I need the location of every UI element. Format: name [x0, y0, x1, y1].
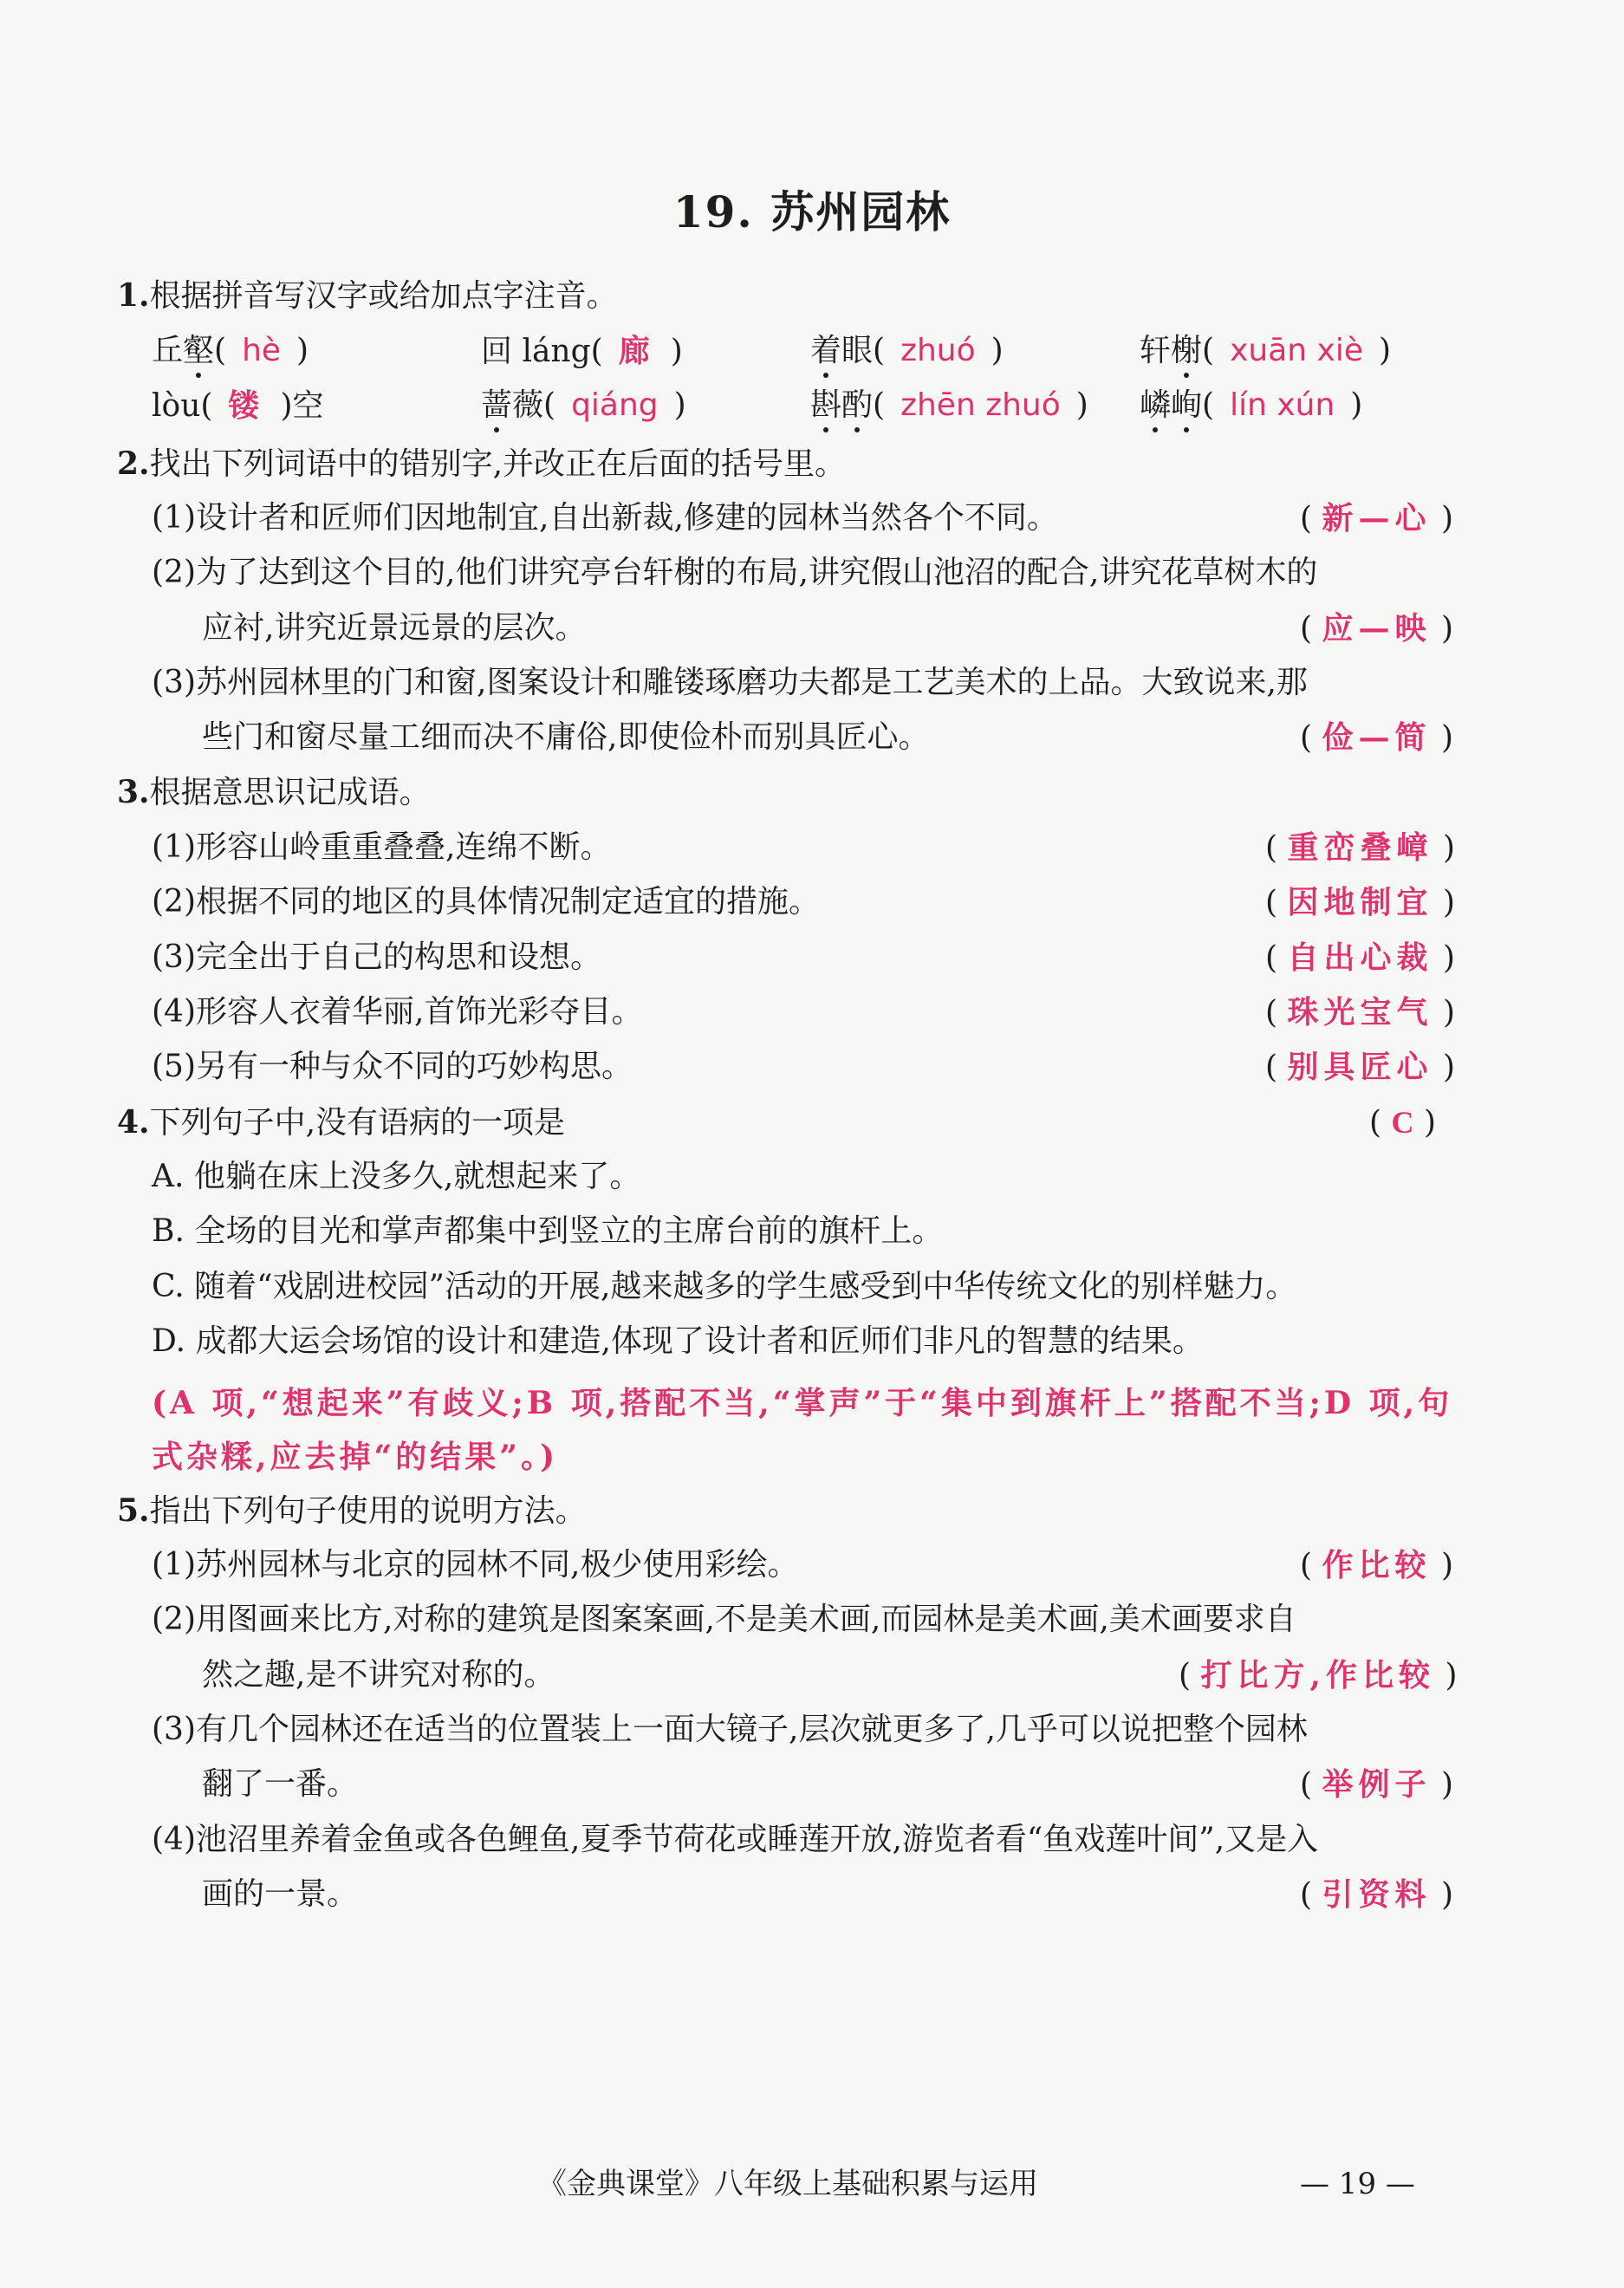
q3-item-2: (2)根据不同的地区的具体情况制定适宜的措施。 [152, 884, 820, 920]
q5-item-2-line-1: (2)用图画来比方,对称的建筑是图案案画,不是美术画,而园林是美术画,美术画要求自 [152, 1602, 1296, 1637]
q3-prompt: 根据意思识记成语。 [149, 775, 431, 810]
q1-cell-close: ) [1075, 387, 1088, 423]
q1-cell-text: ( [1202, 333, 1215, 368]
q1-cell-text: ( [873, 387, 886, 423]
q3-item-2-answer-box: ( 因地制宜 ) [1265, 884, 1456, 920]
q1-number: 1. [117, 277, 150, 314]
q1-cell-text: ( [214, 333, 227, 368]
q5-item-3-line-2: 翻了一番。 [202, 1766, 359, 1802]
q1-dotted-char: 着 [810, 331, 841, 371]
footer-section: 基础积累与运用 [832, 2167, 1038, 2201]
q1-row1-cell-4 [1140, 331, 1391, 371]
q1-cell-close: ) [1350, 387, 1363, 423]
q4-heading [117, 1102, 565, 1143]
q1-dotted-char: 酌 [841, 386, 873, 426]
q2-prompt: 找出下列词语中的错别字,并改正在后面的括号里。 [149, 446, 847, 482]
q3-item-1-answer-box: ( 重峦叠嶂 ) [1265, 829, 1456, 866]
q1-cell-close: )空 [280, 388, 324, 424]
q2-item-3-answer: 俭—简 [1322, 719, 1432, 756]
q1-answer: qiáng [571, 387, 659, 423]
q1-cell-text: 眼( [841, 333, 886, 368]
q4-option-a: A. 他躺在床上没多久,就想起来了。 [152, 1159, 641, 1194]
q3-item-4-answer: 珠光宝气 [1287, 994, 1433, 1030]
q1-row1-cell-2 [481, 331, 683, 372]
q5-heading [117, 1491, 587, 1531]
q1-cell-close: ) [991, 333, 1004, 368]
q1-answer: lín xún [1230, 387, 1335, 423]
q5-item-4-line-1: (4)池沼里养着金鱼或各色鲤鱼,夏季节荷花或睡莲开放,游览者看“鱼戏莲叶间”,又是入 [152, 1822, 1319, 1857]
q3-item-1: (1)形容山岭重重叠叠,连绵不断。 [152, 829, 612, 865]
q5-item-2-line-2: 然之趣,是不讲究对称的。 [202, 1657, 555, 1693]
q5-item-3-answer-box: ( 举例子 ) [1300, 1766, 1454, 1803]
q1-cell-prefix: 丘 [152, 333, 184, 368]
q1-dotted-chars [1140, 387, 1202, 423]
q1-heading [117, 276, 618, 316]
q3-item-5: (5)另有一种与众不同的巧妙构思。 [152, 1049, 633, 1084]
q1-dotted-char: 壑 [183, 331, 214, 371]
q1-cell-prefix: 回 láng( [481, 334, 603, 369]
q5-item-2-answer-box: ( 打比方,作比较 ) [1179, 1657, 1458, 1693]
q3-item-5-answer: 别具匠心 [1287, 1049, 1433, 1085]
q1-row1-cell-3 [810, 331, 1004, 371]
q4-answer: C [1391, 1105, 1414, 1140]
q2-item-2-answer-box: ( 应—映 ) [1300, 610, 1454, 647]
q1-cell-close: ) [670, 334, 683, 369]
q2-item-1-answer-box: ( 新—心 ) [1300, 500, 1454, 536]
q3-item-3: (3)完全出于自己的构思和设想。 [152, 939, 601, 975]
q1-answer: hè [242, 333, 282, 368]
q5-item-3-line-1: (3)有几个园林还在适当的位置装上一面大镜子,层次就更多了,几乎可以说把整个园林 [152, 1712, 1308, 1747]
q2-number: 2. [117, 445, 150, 482]
q3-item-1-answer: 重峦叠嶂 [1287, 829, 1433, 866]
q1-dotted-chars [810, 333, 841, 368]
q2-heading [117, 444, 846, 484]
q3-number: 3. [117, 774, 150, 810]
q1-cell-close: ) [673, 387, 686, 423]
q1-dotted-chars [183, 333, 214, 368]
q1-prompt: 根据拼音写汉字或给加点字注音。 [149, 278, 618, 314]
q1-row2-cell-1 [152, 386, 323, 426]
q1-dotted-char: 峋 [1171, 386, 1202, 426]
q3-item-3-answer-box: ( 自出心裁 ) [1265, 939, 1456, 976]
q2-item-3-line-1: (3)苏州园林里的门和窗,图案设计和雕镂琢磨功夫都是工艺美术的上品。大致说来,那 [152, 665, 1308, 700]
footer-book-title: 《金典课堂》八年级上 [537, 2167, 832, 2201]
q5-item-1-answer: 作比较 [1322, 1547, 1432, 1583]
q1-cell-text: ( [1202, 387, 1215, 423]
q1-dotted-char: 嶙 [1140, 386, 1171, 426]
q2-item-2-answer: 应—映 [1322, 610, 1432, 647]
q5-item-4-answer: 引资料 [1322, 1876, 1432, 1913]
q5-item-2-answer: 打比方,作比较 [1200, 1657, 1436, 1693]
q1-answer: xuān xiè [1230, 333, 1363, 368]
page-title: 19. 苏州园林 [672, 186, 952, 237]
q1-dotted-char: 蔷 [481, 386, 512, 426]
q3-item-5-answer-box: ( 别具匠心 ) [1265, 1049, 1456, 1085]
q1-answer: 镂 [228, 387, 265, 424]
q1-row2-cell-3 [810, 386, 1088, 426]
q2-item-2-line-1: (2)为了达到这个目的,他们讲究亭台轩榭的布局,讲究假山池沼的配合,讲究花草树木的 [152, 555, 1318, 590]
q1-row1-cell-1 [152, 331, 309, 371]
q4-answer-box: ( C ) [1369, 1105, 1436, 1141]
q1-dotted-char: 斟 [810, 386, 841, 426]
q4-prompt: 下列句子中,没有语病的一项是 [149, 1105, 566, 1141]
q5-item-4-answer-box: ( 引资料 ) [1300, 1876, 1454, 1913]
q2-item-3-answer-box: ( 俭—简 ) [1300, 719, 1454, 756]
q5-item-1-answer-box: ( 作比较 ) [1300, 1547, 1454, 1583]
q5-item-4-line-2: 画的一景。 [202, 1876, 359, 1912]
q1-dotted-chars [1171, 333, 1202, 368]
q3-item-3-answer: 自出心裁 [1287, 939, 1433, 976]
q3-heading [117, 772, 431, 813]
q3-item-4: (4)形容人衣着华丽,首饰光彩夺目。 [152, 994, 643, 1030]
q5-item-1-line-1: (1)苏州园林与北京的园林不同,极少使用彩绘。 [152, 1547, 799, 1583]
q2-item-1-answer: 新—心 [1322, 500, 1432, 536]
q4-option-c: C. 随着“戏剧进校园”活动的开展,越来越多的学生感受到中华传统文化的别样魅力。 [152, 1269, 1297, 1304]
q2-item-3-line-2: 些门和窗尽量工细而决不庸俗,即使俭朴而别具匠心。 [202, 719, 930, 755]
q1-dotted-char: 榭 [1171, 331, 1202, 371]
q1-cell-prefix: 轩 [1140, 333, 1172, 368]
q1-cell-text: 薇( [512, 387, 556, 423]
q4-explanation: (A 项,“想起来”有歧义;B 项,搭配不当,“掌声”于“集中到旗杆上”搭配不当;D 项,句式杂糅,应去掉“的结果”。) [152, 1385, 1453, 1475]
q3-item-4-answer-box: ( 珠光宝气 ) [1265, 994, 1456, 1030]
q1-cell-prefix: lòu( [152, 388, 213, 424]
q1-dotted-chars [481, 387, 512, 423]
q2-item-1-line-1: (1)设计者和匠师们因地制宜,自出新裁,修建的园林当然各个不同。 [152, 500, 1058, 536]
q1-answer: zhēn zhuó [900, 387, 1061, 423]
q5-item-3-answer: 举例子 [1322, 1766, 1432, 1803]
q1-row2-cell-4 [1140, 386, 1362, 426]
q2-item-2-line-2: 应衬,讲究近景远景的层次。 [202, 610, 587, 646]
q1-cell-close: ) [296, 333, 309, 368]
q1-dotted-chars [810, 387, 873, 423]
footer-page-number: — 19 — [1300, 2167, 1415, 2201]
q5-prompt: 指出下列句子使用的说明方法。 [149, 1493, 587, 1529]
q3-item-2-answer: 因地制宜 [1287, 884, 1433, 920]
q4-option-b: B. 全场的目光和掌声都集中到竖立的主席台前的旗杆上。 [152, 1213, 944, 1249]
q1-row2-cell-2 [481, 386, 686, 426]
q1-cell-close: ) [1378, 333, 1392, 368]
q5-number: 5. [117, 1492, 150, 1529]
q1-answer: 廊 [618, 333, 655, 369]
q4-number: 4. [117, 1104, 150, 1141]
q4-option-d: D. 成都大运会场馆的设计和建造,体现了设计者和匠师们非凡的智慧的结果。 [152, 1323, 1204, 1359]
q1-answer: zhuó [900, 333, 976, 368]
